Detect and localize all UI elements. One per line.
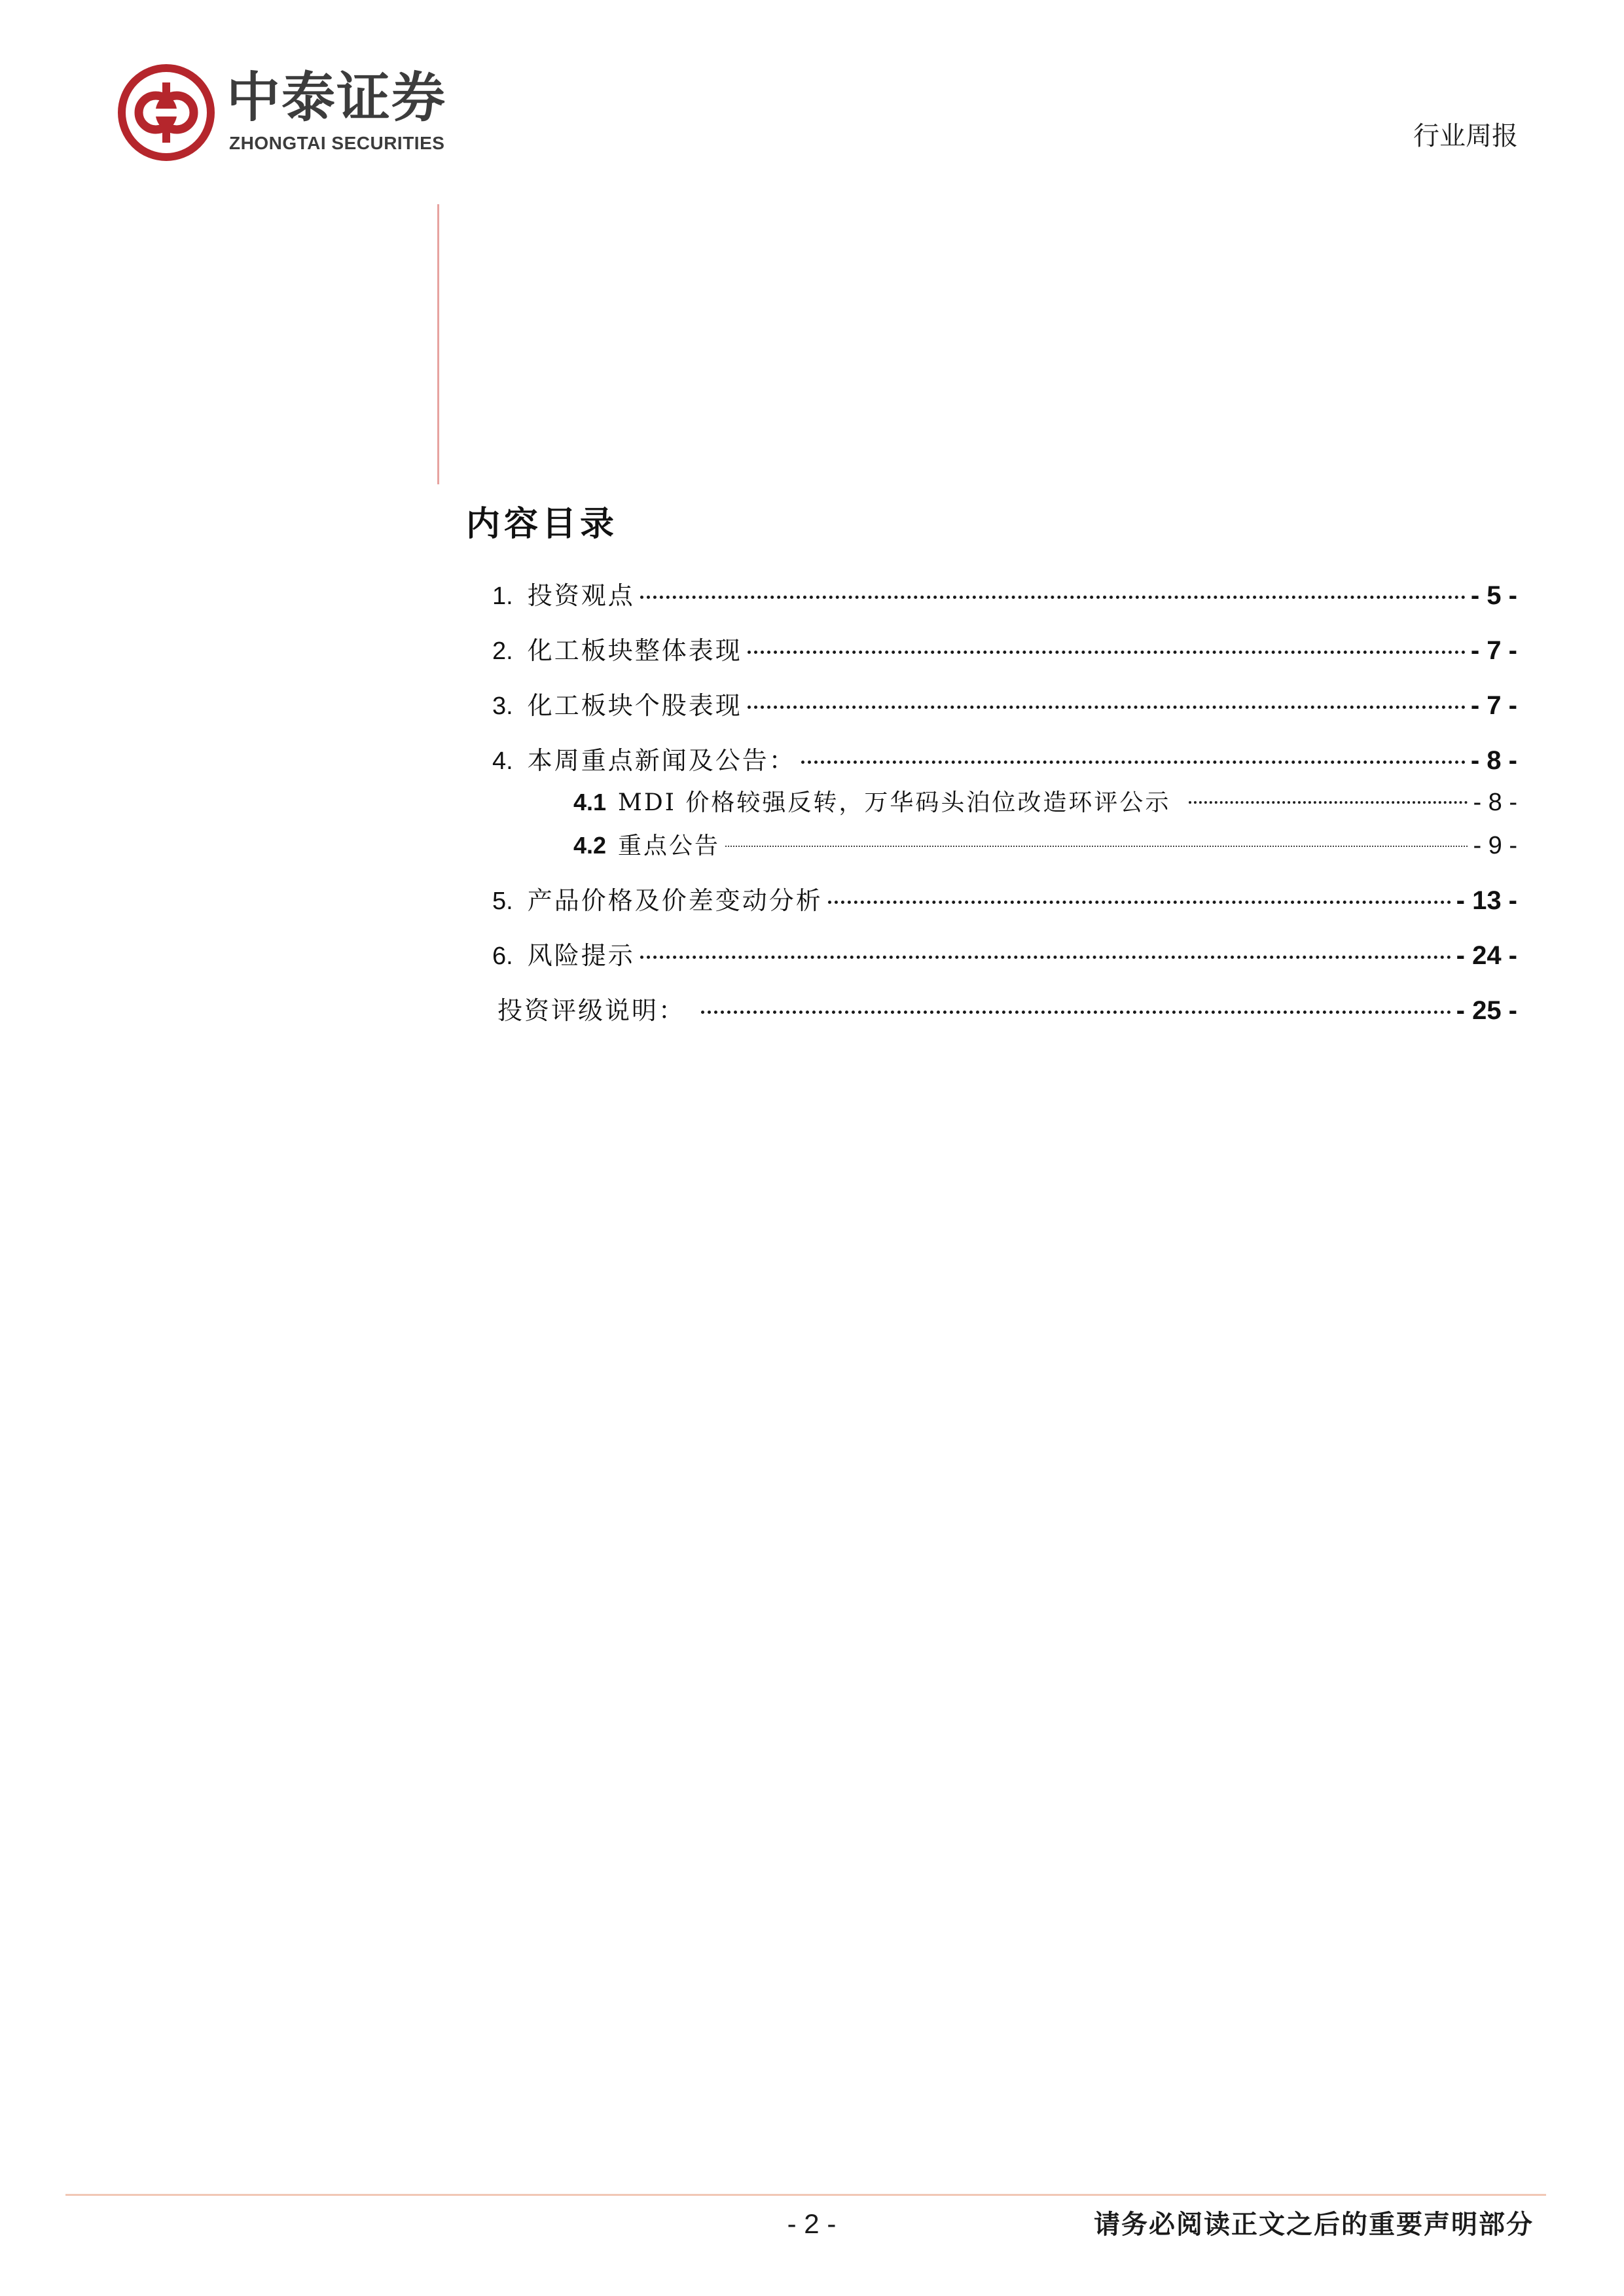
toc-entry-price-spread-analysis[interactable]: [492, 881, 1517, 920]
toc-dot-leader: [801, 761, 1466, 764]
toc-entry-risk-warning[interactable]: [492, 936, 1517, 975]
report-type-label: 行业周报: [1413, 121, 1518, 151]
toc-entry-page: - 9 -: [1473, 832, 1517, 859]
toc-entry-label: 化工板块个股表现: [527, 691, 742, 720]
logo-name-en: ZHONGTAI SECURITIES: [229, 133, 445, 153]
toc-entry-page: - 7 -: [1470, 691, 1517, 720]
toc-dot-leader: [748, 706, 1466, 709]
toc-entry-label: 风险提示: [527, 941, 635, 970]
toc-entry-number: 4.1: [573, 789, 607, 816]
toc-entry-number: 5.: [492, 888, 513, 915]
toc-subentry-key-announcements[interactable]: [573, 826, 1517, 865]
toc-entry-number: 4.: [492, 747, 513, 775]
toc-entry-number: 1.: [492, 583, 513, 610]
toc-entry-page: - 24 -: [1456, 941, 1517, 970]
toc-entry-sector-performance[interactable]: [492, 631, 1517, 670]
logo-name-cn: 中泰证券: [226, 67, 447, 129]
toc-entry-label: 本周重点新闻及公告：: [527, 746, 796, 775]
toc-dot-leader: [1189, 801, 1468, 804]
toc-entry-label: 产品价格及价差变动分析: [527, 886, 823, 915]
footer-disclaimer: 请务必阅读正文之后的重要声明部分: [1094, 2209, 1534, 2240]
toc-dot-leader: [701, 1011, 1451, 1014]
toc-entry-label: MDI 价格较强反转，万华码头泊位改造环评公示: [618, 789, 1171, 816]
toc-dot-leader: [828, 901, 1451, 904]
toc-dot-leader: [640, 956, 1451, 959]
table-of-contents: [0, 0, 1624, 1113]
toc-entry-number: 2.: [492, 637, 513, 665]
toc-entry-page: - 8 -: [1473, 789, 1517, 816]
toc-entry-page: - 13 -: [1456, 886, 1517, 915]
toc-entry-weekly-news[interactable]: [492, 741, 1517, 780]
toc-title: 内容目录: [466, 504, 619, 544]
toc-entry-label: 投资观点: [527, 581, 635, 610]
toc-dot-leader: [748, 651, 1466, 654]
toc-entry-number: 4.2: [573, 832, 607, 859]
toc-entry-stock-performance[interactable]: [492, 686, 1517, 725]
toc-entry-number: 3.: [492, 692, 513, 720]
toc-entry-page: - 25 -: [1456, 996, 1517, 1025]
footer-divider: [65, 2194, 1546, 2196]
page-number: - 2 -: [787, 2208, 837, 2239]
toc-dot-leader: [640, 596, 1466, 599]
toc-dot-leader: [725, 846, 1468, 847]
toc-entry-page: - 7 -: [1470, 636, 1517, 665]
toc-entry-investment-view[interactable]: [492, 576, 1517, 615]
toc-entry-page: - 8 -: [1470, 746, 1517, 775]
toc-entry-number: 6.: [492, 942, 513, 970]
toc-entry-label: 投资评级说明：: [497, 996, 686, 1025]
toc-entry-label: 重点公告: [618, 833, 721, 859]
toc-entry-page: - 5 -: [1470, 581, 1517, 610]
toc-subentry-mdi-price[interactable]: [573, 783, 1517, 822]
toc-entry-rating-description[interactable]: [497, 991, 1517, 1030]
toc-entry-label: 化工板块整体表现: [527, 636, 742, 665]
